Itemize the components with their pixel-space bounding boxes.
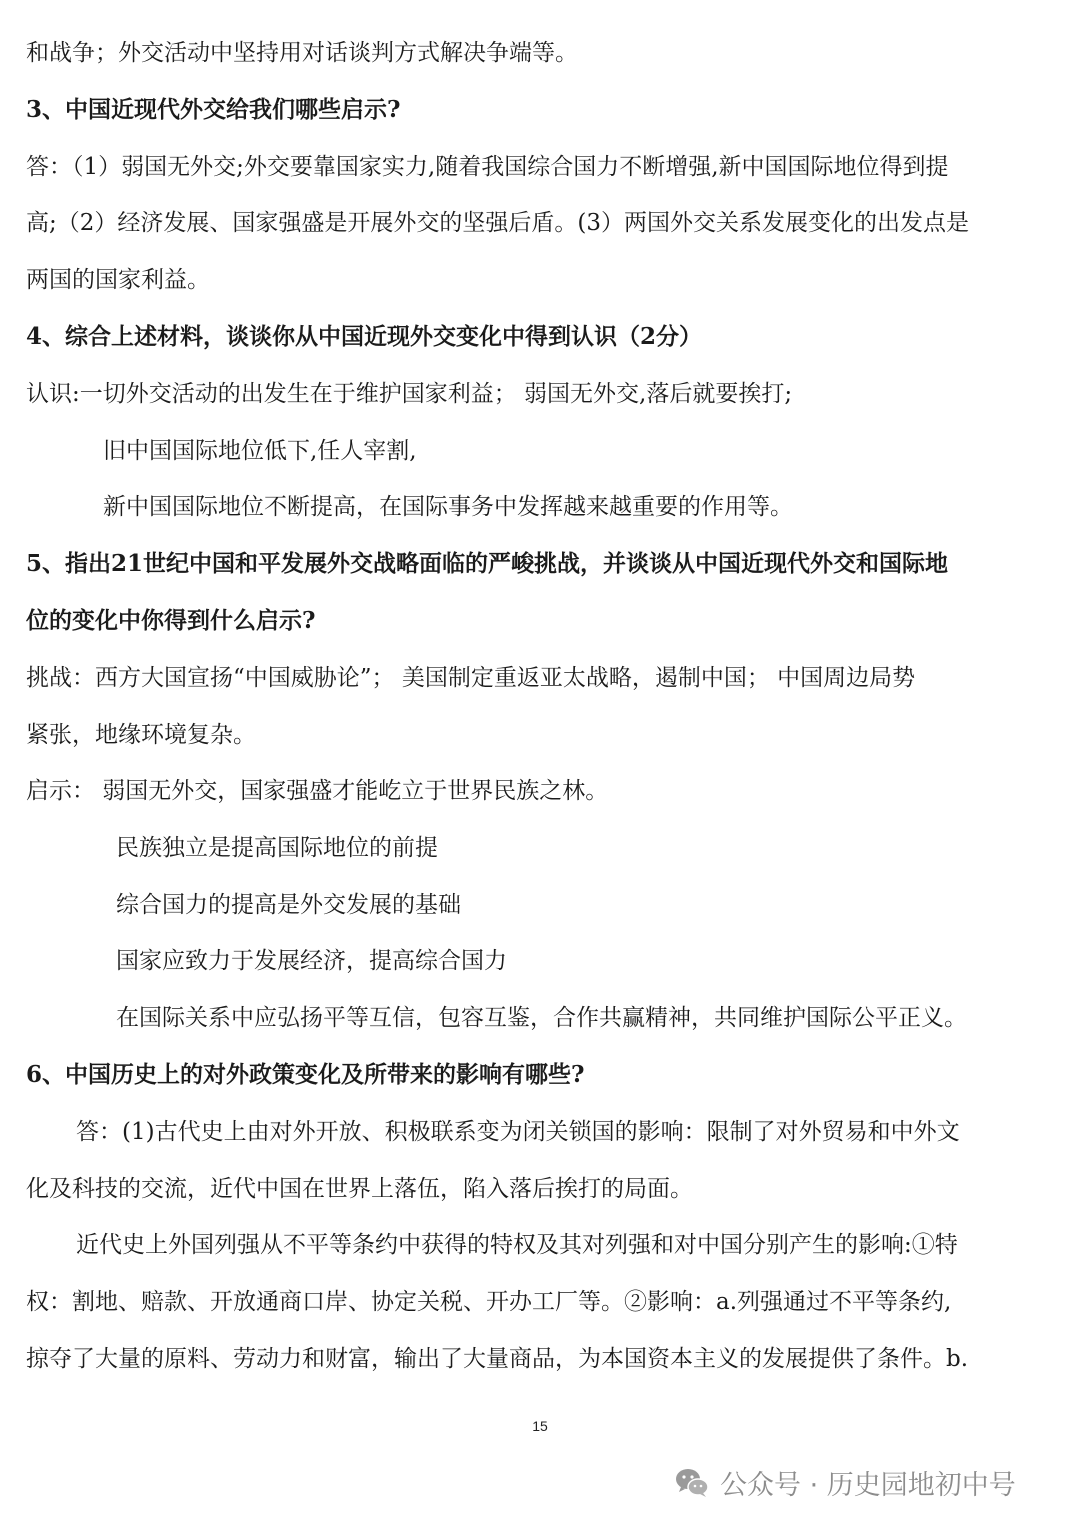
question-heading: 6、中国历史上的对外政策变化及所带来的影响有哪些? [26, 1061, 585, 1088]
text-line: 旧中国国际地位低下,任人宰割, [103, 438, 417, 464]
text-line: 答：(1)古代史上由对外开放、积极联系变为闭关锁国的影响：限制了对外贸易和中外文 [76, 1119, 960, 1145]
watermark [672, 1460, 1016, 1504]
text-line: 掠夺了大量的原料、劳动力和财富，输出了大量商品，为本国资本主义的发展提供了条件。b. [26, 1346, 969, 1372]
question-heading: 3、中国近现代外交给我们哪些启示? [26, 96, 401, 123]
question-heading: 4、综合上述材料，谈谈你从中国近现外交变化中得到认识（2分） [26, 323, 703, 350]
wechat-icon [672, 1462, 712, 1502]
text-line: 启示： 弱国无外交，国家强盛才能屹立于世界民族之林。 [26, 778, 609, 804]
question-heading: 位的变化中你得到什么启示? [26, 607, 316, 634]
text-line: 化及科技的交流，近代中国在世界上落伍，陷入落后挨打的局面。 [26, 1176, 693, 1202]
text-line: 民族独立是提高国际地位的前提 [116, 835, 438, 861]
text-line: 高;（2）经济发展、国家强盛是开展外交的坚强后盾。(3）两国外交关系发展变化的出发点是 [26, 210, 969, 236]
text-line: 答：（1）弱国无外交;外交要靠国家实力,随着我国综合国力不断增强,新中国国际地位得到提 [26, 154, 949, 180]
text-line: 两国的国家利益。 [26, 267, 210, 293]
text-line: 国家应致力于发展经济，提高综合国力 [116, 948, 507, 974]
watermark-text: 公众号 · 历史园地初中号 [720, 1469, 1016, 1501]
text-line: 新中国国际地位不断提高，在国际事务中发挥越来越重要的作用等。 [103, 494, 793, 520]
text-line: 在国际关系中应弘扬平等互信，包容互鉴，合作共赢精神，共同维护国际公平正义。 [116, 1005, 967, 1031]
text-line: 综合国力的提高是外交发展的基础 [116, 892, 461, 918]
question-heading: 5、指出21世纪中国和平发展外交战略面临的严峻挑战，并谈谈从中国近现代外交和国际地 [26, 550, 949, 577]
text-line: 紧张，地缘环境复杂。 [26, 722, 256, 748]
text-line: 近代史上外国列强从不平等条约中获得的特权及其对列强和对中国分别产生的影响:①特 [76, 1232, 958, 1258]
text-line: 挑战：西方大国宣扬“中国威胁论”； 美国制定重返亚太战略，遏制中国； 中国周边局势 [26, 665, 916, 691]
text-line: 权：割地、赔款、开放通商口岸、协定关税、开办工厂等。②影响：a.列强通过不平等条约, [26, 1289, 952, 1315]
text-line: 和战争；外交活动中坚持用对话谈判方式解决争端等。 [26, 40, 578, 66]
page-number: 15 [532, 1418, 548, 1434]
text-line: 认识:一切外交活动的出发生在于维护国家利益； 弱国无外交,落后就要挨打; [26, 381, 793, 407]
